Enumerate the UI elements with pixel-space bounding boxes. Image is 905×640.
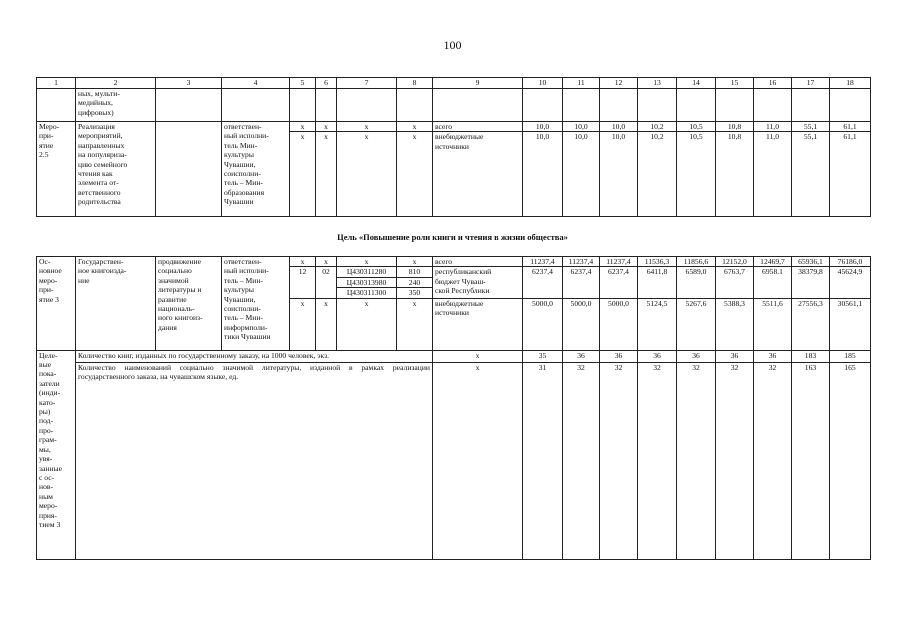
funding-source: всего	[433, 122, 523, 132]
header-cell: 18	[830, 78, 871, 89]
indicator-name: Количество наименований социально значимой литературы, изданной в рамках реализации государственного заказа, на чувашском языке, ед.	[76, 362, 433, 559]
indicators-label: Целе- вые пока- затели (инди- като- ры) под- про- грам- мы, увя- занные с ос- нов- ным меро- прия- тием 3	[37, 350, 76, 559]
header-row	[37, 78, 871, 89]
header-cell: 16	[754, 78, 792, 89]
continuation-text: ных, мульти- медийных, цифровых)	[76, 89, 156, 122]
table-row: Ос- новное меро- при- ятие 3 Государствен- ное книгоизда- ние продвижение социально значимой литературы и развитие националь- ного книгоиз- дания ответствен- ный исполни- тель – Мин- культуры Чувашии, соисполни- тель – Мин- информполи- тики Чувашии х х х х всего 11237,4 11237,4 11237,4 11536,3 11856,6 12152,0 12469,7 65936,1 76186,0	[37, 257, 871, 267]
header-cell: 12	[600, 78, 638, 89]
funding-source: всего	[433, 257, 523, 267]
goal-title: Цель «Повышение роли книги и чтения в жизни общества»	[337, 232, 568, 242]
header-cell: 6	[316, 78, 337, 89]
program-table-bottom	[36, 256, 871, 560]
responsible-executor: ответствен- ный исполни- тель Мин- культуры Чувашии, соисполни- тель – Мин- образования Чувашии	[222, 122, 290, 217]
measure-name: Реализация мероприятий, направленных на популяриза- цию семейного чтения как элемента от- ветственного родительства	[76, 122, 156, 217]
header-cell: 3	[156, 78, 222, 89]
program-table-top	[36, 77, 871, 217]
table-row: х х х х внебюджетные источники 10,0 10,0 10,0 10,2 10,5 10,8 11,0 55,1 61,1	[37, 132, 871, 217]
budget-codes: Ц430311280 Ц430313980 Ц430311300	[337, 267, 397, 298]
indicator-row: Целе- вые пока- затели (инди- като- ры) под- про- грам- мы, увя- занные с ос- нов- ным меро- прия- тием 3 Количество книг, изданных по государственному заказу, на 1000 человек, экз. х 35 36 36 36 36 36 36 183 185	[37, 350, 871, 362]
header-cell: 8	[397, 78, 433, 89]
header-cell: 4	[222, 78, 290, 89]
table-row: 12 02 Ц430311280 Ц430313980 Ц430311300 810 240 350 республиканский бюджет Чуваш- ской Республики 6237,4 6237,4 6237,4 6411,8 6589,0 6763,7 6958.1 38379,8 45624,9	[37, 267, 871, 298]
header-cell: 1	[37, 78, 76, 89]
indicator-name: Количество книг, изданных по государственному заказу, на 1000 человек, экз.	[76, 350, 433, 362]
table-row: х х х х внебюджетные источники 5000,0 5000,0 5000,0 5124,5 5267,6 5388,3 5511,6 27556,3 30561,1	[37, 298, 871, 350]
header-cell: 15	[716, 78, 754, 89]
table-row: Меро- при- ятие 2.5 Реализация мероприятий, направленных на популяриза- цию семейного чтения как элемента от- ветственного родительства ответствен- ный исполни- тель Мин- культуры Чувашии, соисполни- тель – Мин- образования Чувашии х х х х всего 10,0 10,0 10,0 10,2 10,5 10,8 11,0 55,1 61,1	[37, 122, 871, 132]
header-cell: 5	[290, 78, 316, 89]
funding-source: республиканский бюджет Чуваш- ской Республики	[433, 267, 523, 298]
header-cell: 9	[433, 78, 523, 89]
funding-source: внебюджетные источники	[433, 298, 523, 350]
continuation-row	[37, 89, 871, 122]
header-cell: 14	[677, 78, 716, 89]
indicator-row: Количество наименований социально значимой литературы, изданной в рамках реализации государственного заказа, на чувашском языке, ед. х 31 32 32 32 32 32 32 163 165	[37, 362, 871, 559]
header-cell: 10	[523, 78, 563, 89]
responsible-executor: ответствен- ный исполни- тель – Мин- культуры Чувашии, соисполни- тель – Мин- информполи- тики Чувашии	[222, 257, 290, 351]
header-cell: 11	[563, 78, 600, 89]
header-cell: 7	[337, 78, 397, 89]
measure-name: Государствен- ное книгоизда- ние	[76, 257, 156, 351]
measure-purpose: продвижение социально значимой литературы и развитие националь- ного книгоиз- дания	[156, 257, 222, 351]
funding-source: внебюджетные источники	[433, 132, 523, 217]
header-cell: 17	[792, 78, 830, 89]
header-cell: 13	[638, 78, 677, 89]
measure-label: Меро- при- ятие 2.5	[37, 122, 76, 217]
header-cell: 2	[76, 78, 156, 89]
expense-types: 810 240 350	[397, 267, 433, 298]
measure-label: Ос- новное меро- при- ятие 3	[37, 257, 76, 351]
page-number: 100	[443, 38, 462, 52]
